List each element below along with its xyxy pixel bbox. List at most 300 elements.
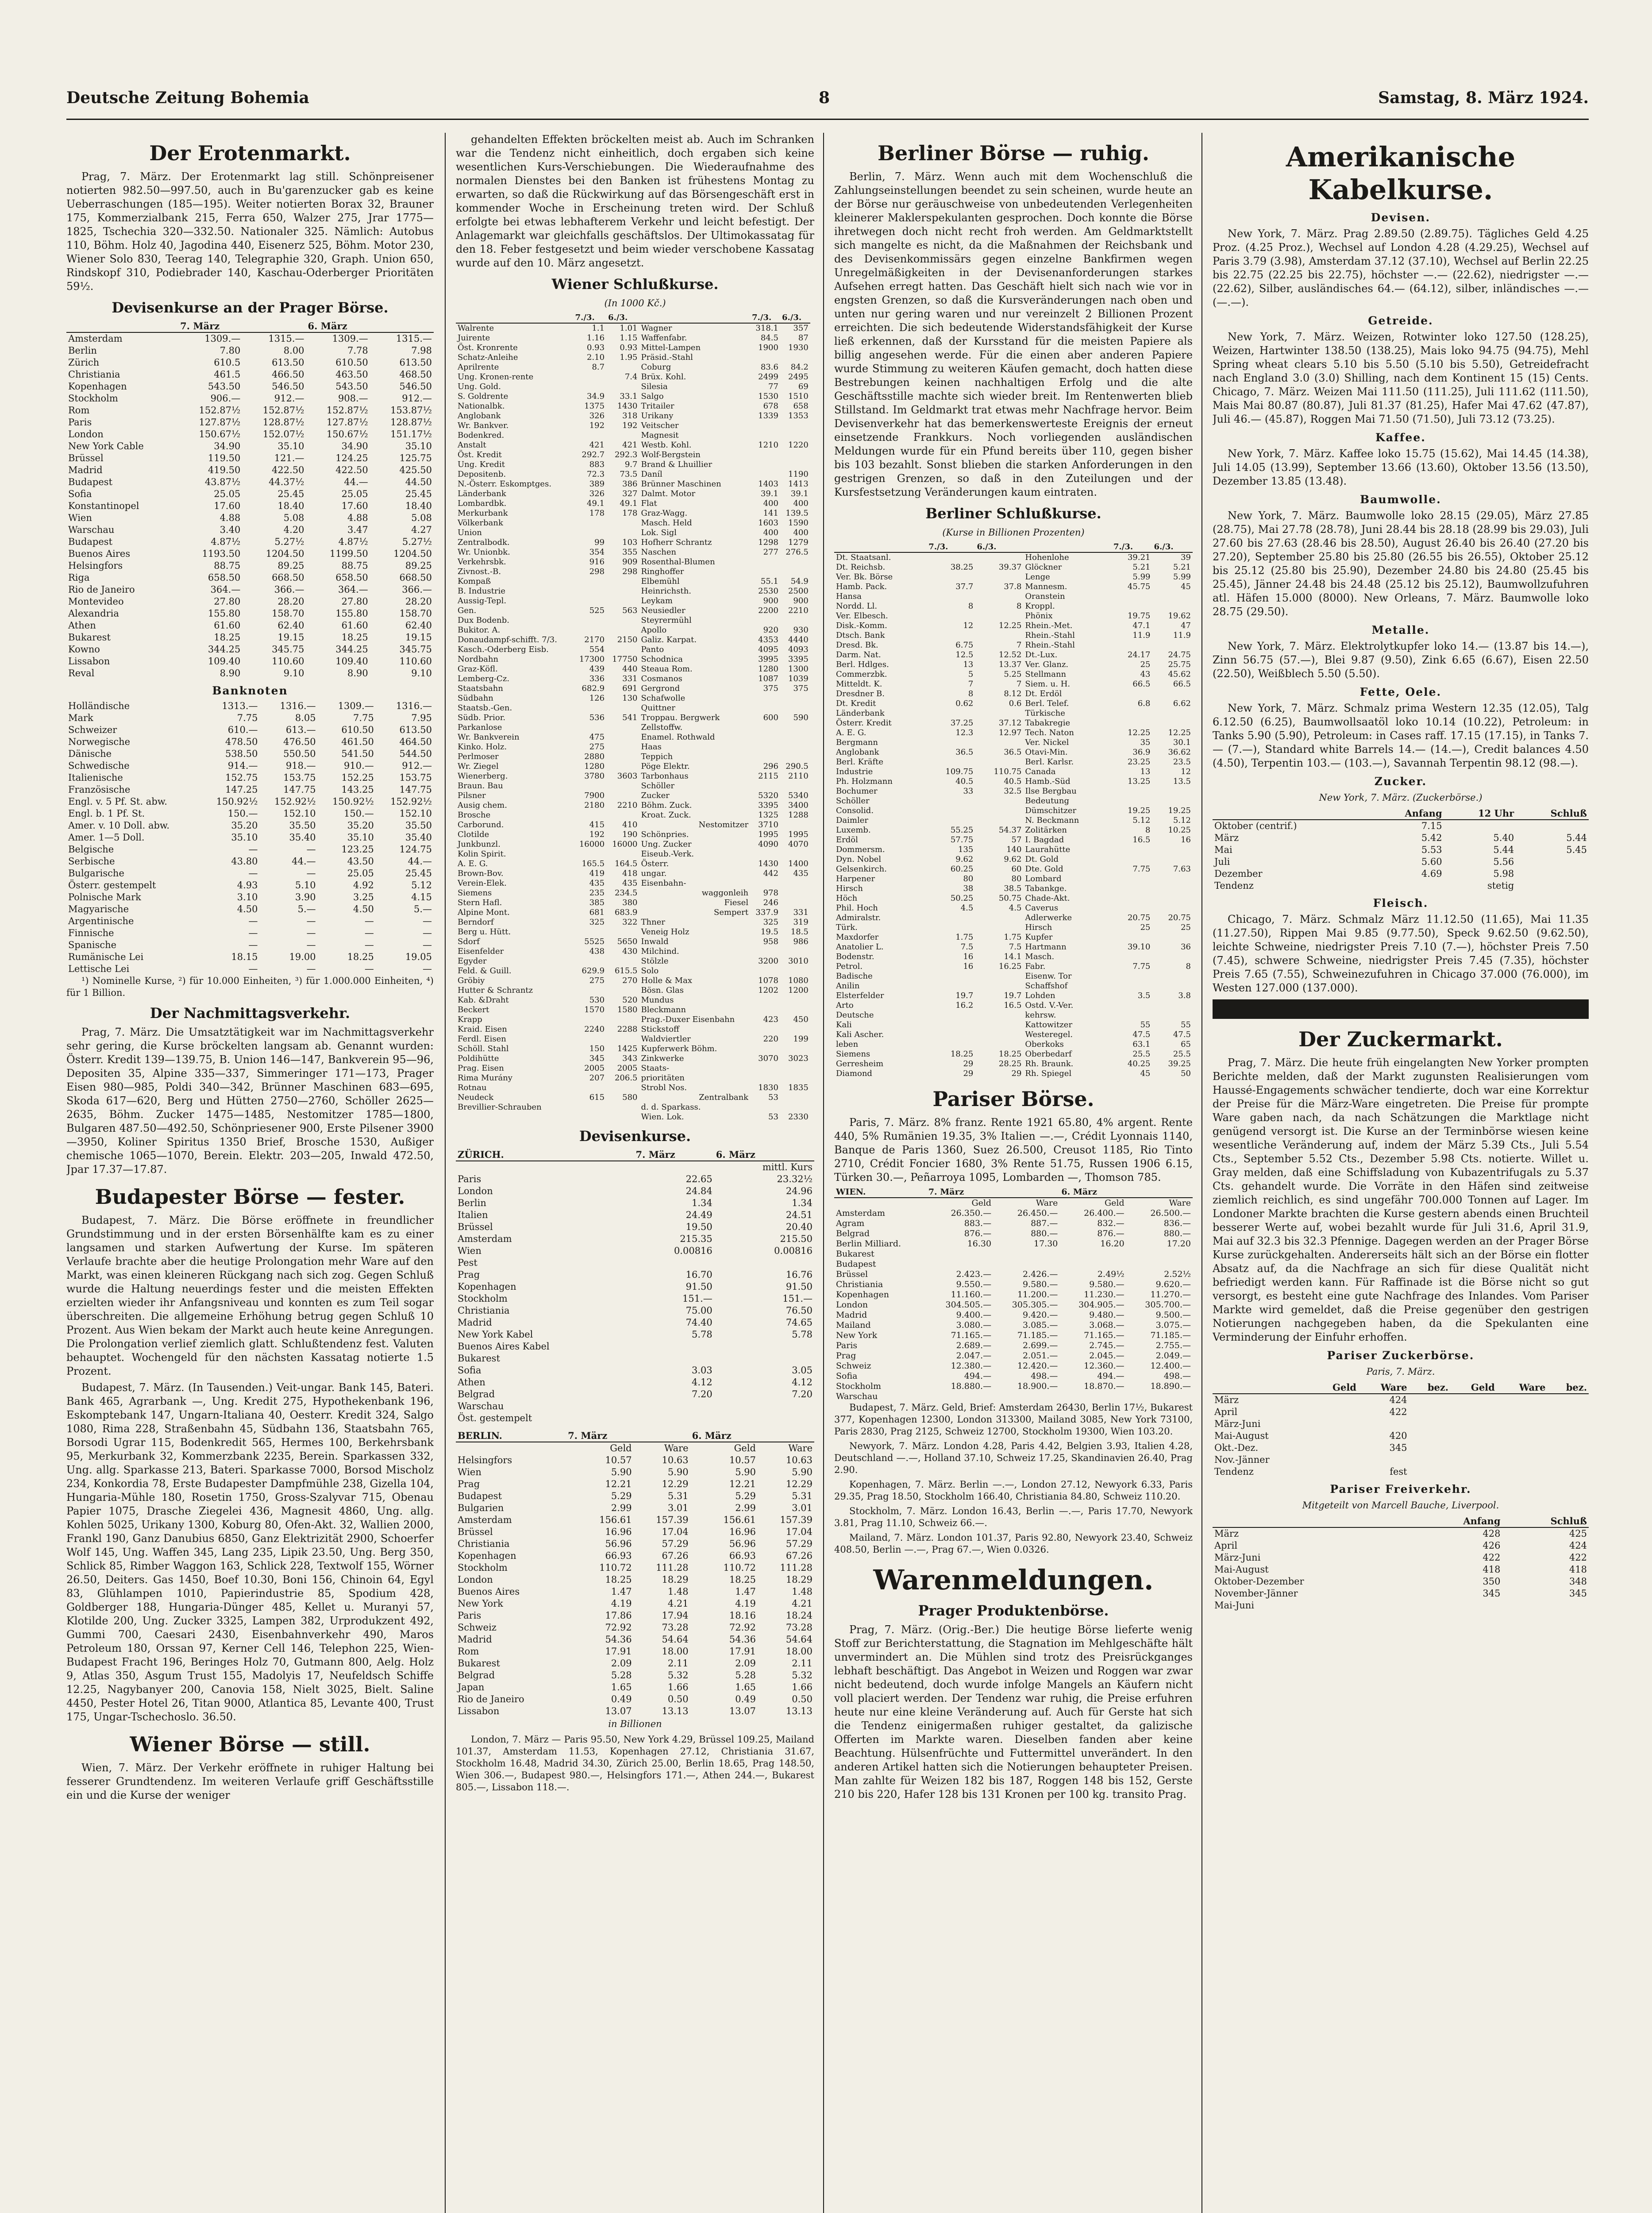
table-cell: 26.350.— <box>951 1208 992 1218</box>
table-row <box>834 1049 1193 1059</box>
table-cell: Braun. Bau <box>458 781 503 790</box>
table-cell <box>750 421 780 431</box>
table-header: WIEN. 7. März 6. März <box>834 1187 1193 1198</box>
table-row <box>456 655 814 664</box>
headline-der-zuckermarkt: Der Zuckermarkt. <box>1298 1027 1503 1051</box>
table-cell: Norwegische <box>68 736 131 747</box>
headline-zuckermarkt: Der Erotenmarkt. <box>149 141 351 165</box>
table-cell: 27.80 <box>341 596 368 607</box>
table-cell: Sofia <box>68 489 92 499</box>
table-cell: Berl. Telef. <box>1025 699 1069 708</box>
table-row <box>66 796 434 808</box>
table-row <box>834 894 1193 903</box>
table-cell <box>1112 855 1152 864</box>
table-row <box>66 500 434 512</box>
table-cell: 25.05 <box>214 489 241 499</box>
table-cell: 3200 <box>758 956 778 966</box>
table-cell: 56.96 <box>605 1538 632 1549</box>
table-cell: Paris <box>836 1341 858 1350</box>
table-cell: 3.085.— <box>1022 1320 1058 1330</box>
table-cell: Commerzbk. <box>836 670 887 679</box>
table-cell: 277 <box>763 547 778 557</box>
table-cell: 494.— <box>1097 1371 1124 1381</box>
table-cell: 7.75 <box>1132 864 1151 874</box>
table-cell: 4353 <box>758 635 778 644</box>
table-cell: 9.580.— <box>1089 1280 1124 1289</box>
table-cell: 84.5 <box>760 333 778 343</box>
table-cell: 10.57 <box>729 1455 756 1465</box>
table-cell: d. d. Sparkass. <box>641 1103 701 1112</box>
table-row <box>1213 832 1589 844</box>
table-cell: 5.25 <box>1004 670 1022 679</box>
table-cell: 580 <box>622 1093 638 1102</box>
table-cell: 345 <box>1389 1442 1407 1453</box>
table-cell: 16 <box>963 962 974 971</box>
table-cell: 13 <box>963 660 974 669</box>
table-cell: 610.— <box>227 725 258 735</box>
table-cell <box>606 518 639 528</box>
article-text: Chicago, 7. März. Schmalz März 11.12.50 (11.65), Mai 11.35 (11.27.50), Rippen Mai 9.85 (9.77.50), Speck 9.62.50 (9.62.50), leichte Schweine, niedrigster Preis 7.10 (7.—), höchster Preis 7.50 (7.45), schwere Schweine, niedrigster Preis 7.45 (7.35), höchster Preis 7.65 (7.55), Schweinezufuhren in Chicago 37.000 (76.000), im Westen 127.000 (137.000). <box>1213 913 1589 994</box>
article-text: Berlin, 7. März. Wenn auch mit dem Wochenschluß die Zahlungseinstellungen beendet zu sein scheinen, wurde heute an der Börse nur geräuschweise von unbedeutenden Verlegenheiten kleinerer Maklerspekulanten gesprochen. Doch konnte die Börse ihretwegen doch nicht recht froh werden. Am Geldmarktstellt sich mangelte es nicht, da die Maßnahmen der Reichsbank und des Devisenkommissärs gegen einzelne Bankfirmen wegen Unregelmäßigkeiten in der Devisenanforderungen starkes Aufsehen erregt hatten. Das Geschäft hielt sich nach wie vor in engsten Grenzen, so daß die Kursveränderungen nach oben und unten nur gering waren und nur vereinzelt 2 Billionen Prozent erreichten. Die sich bedeutende Widerstandsfähigkeit der Kurse ließ erkennen, daß der Kursstand für die meisten Papiere als billig angesehen werde. Für die einen aber anderen Papiere wurde Stimmung zu weiteren Käufen gemacht, doch hatten diese Bestrebungen keinen nachhaltigen Erfolg und die alte Geschäftsstille machte sich wieder breit. Im Rentenwerten blieb Stillstand. Im Geldmarkt trat etwas mehr Nachfrage hervor. Beim Devisenverkehr hat das bemerkenswerteste Ereignis der erneut einsetzende Frankkurs. Noch vorliegenden ausländischen Meldungen wurde für ein Pfund bereits über 110, gegen bisher bis 103 bezahlt. Sonst blieben die starken Anforderungen in den gestrigen Grenzen, so daß in den Zuteilungen und der Kursfestsetzung Veränderungen kaum eintraten. <box>834 170 1193 498</box>
table-cell: 276.5 <box>786 547 809 557</box>
table-cell: 910.— <box>344 760 374 771</box>
table-cell: 83.6 <box>760 362 778 372</box>
table-cell <box>1358 1454 1409 1466</box>
table-row <box>66 393 434 405</box>
table-cell: 127.87½ <box>326 417 368 428</box>
table-row <box>456 323 814 333</box>
article-text: Prag, 7. März. (Orig.-Ber.) Die heutige Börse lieferte wenig Stoff zur Berichterstattung, die Stagnation im Mehlgeschäfte hält unvermindert an. Die Mühlen sind trotz des Preisrückganges lebhaft beschäftigt. Das Angebot in Weizen und Roggen war zwar nicht bedeutend, doch wurde infolge Mangels an Käufern nicht voll placiert werden. Der Tendenz war ruhig, die Preise erfuhren heute nur eine kleine Veränderung auf. Auch für Gerste hat sich die Tendenz einigermaßen ruhiger gestaltet, da galizische Offerten im Markte waren. Dieselben fanden aber keine Beachtung. Hülsenfrüchte und Futtermittel unverändert. In den anderen Artikel hatten sich die Notierungen behaupteter Preisen. Man zahlte für Weizen 182 bis 187, Roggen 148 bis 152, Gerste 210 bis 220, Hafer 128 bis 131 Kronen per 100 kg. transito Prag. <box>834 1623 1193 1800</box>
table-cell: 1403 <box>758 479 778 489</box>
table-cell: 883 <box>589 460 605 469</box>
table-cell: Salgo <box>641 392 664 401</box>
table-row <box>456 1526 814 1538</box>
table-cell <box>1547 1442 1589 1454</box>
table-cell <box>750 1073 780 1083</box>
table-cell: Bukarest <box>68 632 111 643</box>
table-cell: 36.9 <box>1132 748 1151 757</box>
table-cell: 9.62 <box>955 855 974 864</box>
table-cell: 305.700.— <box>1145 1300 1191 1310</box>
table-cell: Ostd. V.-Ver. <box>1025 1001 1074 1010</box>
table-cell <box>750 557 780 567</box>
table-row <box>456 625 814 635</box>
table-row <box>456 1388 814 1400</box>
table-cell <box>714 1412 814 1424</box>
table-cell: 5.29 <box>735 1491 756 1501</box>
table-cell: 544.50 <box>399 748 432 759</box>
table-row <box>1213 1576 1589 1588</box>
table-cell: Polnische Mark <box>68 892 141 902</box>
table-cell: Warschau <box>68 524 115 535</box>
table-cell <box>634 1400 714 1412</box>
table-cell: Schweiz <box>458 1622 497 1633</box>
table-cell: Schwedische <box>68 760 130 771</box>
table-cell: Bukarest <box>458 1353 500 1364</box>
table-cell <box>993 1392 1059 1402</box>
table-cell <box>780 1064 810 1073</box>
table-cell: Prag.-Duxer Eisenbahn <box>641 1015 735 1024</box>
table-cell <box>975 816 1023 825</box>
table-row <box>456 372 814 382</box>
table-row <box>1213 1442 1589 1454</box>
table-cell: Kraid. Eisen <box>458 1025 507 1034</box>
table-cell: Stellmann <box>1025 670 1067 679</box>
table-cell: New York Kabel <box>458 1329 533 1340</box>
table-cell: Holländische <box>68 701 130 711</box>
table-row <box>1213 1527 1589 1540</box>
table-cell <box>1497 1406 1548 1418</box>
table-cell: 2.11 <box>667 1658 689 1669</box>
table-row <box>456 1550 814 1562</box>
table-cell: 16.30 <box>967 1239 992 1249</box>
table-cell: 150.67½ <box>199 429 241 440</box>
table-cell: 45.62 <box>1168 670 1191 679</box>
table-cell: 206.5 <box>614 1073 638 1083</box>
table-cell: 40.25 <box>1127 1059 1151 1068</box>
table-cell: 1202 <box>758 986 778 995</box>
table-cell: 461.50 <box>341 736 374 747</box>
table-cell: 11.230.— <box>1084 1290 1124 1299</box>
list-item: Kopenhagen, 7. März. Berlin —.—, London 27.12, Newyork 6.33, Paris 29.35, Prag 18.50, Stockholm 166.40, Christiania 84.80, Schweiz 110.20. <box>834 1479 1193 1502</box>
table-cell <box>606 791 639 801</box>
table-row <box>456 1693 814 1705</box>
table-row <box>1213 868 1589 880</box>
table-cell: Wien <box>458 1467 481 1477</box>
table-cell: Schatz-Anleihe <box>458 353 518 362</box>
table-cell <box>634 1257 714 1269</box>
table-cell: 7.78 <box>347 345 368 356</box>
table-cell <box>927 796 975 806</box>
table-row <box>456 966 814 976</box>
table-cell: 1430 <box>617 401 638 411</box>
table-cell: 7.75 <box>1132 962 1151 971</box>
table-cell <box>1112 640 1152 650</box>
table-cell <box>1312 1454 1358 1466</box>
table-cell: 24.84 <box>685 1186 712 1196</box>
table-cell: Berl. Kräfte <box>836 757 884 767</box>
table-cell: 12 <box>963 621 974 630</box>
table-cell: Paris <box>68 417 92 428</box>
table-cell <box>927 592 975 601</box>
table-cell: Thner <box>641 918 665 927</box>
table-cell: 1080 <box>788 976 809 985</box>
table-cell: 35.10 <box>231 832 258 843</box>
table-cell: 832.— <box>1097 1218 1124 1228</box>
table-row <box>834 621 1193 631</box>
table-cell: Rotnau <box>458 1083 487 1092</box>
table-cell <box>1516 820 1589 832</box>
table-cell: 418 <box>622 869 638 878</box>
table-row <box>456 762 814 771</box>
table-cell: 610.5 <box>214 357 241 368</box>
table-cell: 43.50 <box>347 856 374 867</box>
table-cell: 16.76 <box>786 1269 813 1280</box>
article-text: Prag, 7. März. Die Umsatztätigkeit war im Nachmittagsverkehr sehr gering, die Kurse bröckelten langsam ab. Genannt wurden: Österr. Kredit 139—139.75, B. Union 146—147, Bankverein 95—96, Depositen 35, Alpine 335—337, Simmeringer 171—173, Prager Eisen 980—985, Poldi 340—342, Brünner Maschinen 683—695, Skoda 617—620, Berg und Hütten 2750—2760, Schöller 2625—2635, Böhm. Zucker 1475—1485, Nestomitzer 1785—1800, Bulgaren 487.50—492.50, Schönpriesener 900, Erste Pilsener 3900—3950, Koliner Spiritus 1350 Brief, Brosche 1530, Außiger chemische 1065—1070, Berein. Elektr. 203—205, Inwald 472.50, Jpar 17.37—17.87. <box>66 1026 434 1176</box>
table-row <box>456 431 814 440</box>
table-cell: 1.48 <box>667 1586 689 1597</box>
table-cell: 419.50 <box>208 465 241 475</box>
table-row <box>456 664 814 674</box>
table-cell: 124.25 <box>335 453 368 463</box>
table-cell: Glöckner <box>1025 563 1062 572</box>
table-cell: 916 <box>589 557 605 567</box>
table-cell: 3.080.— <box>956 1320 992 1330</box>
table-row <box>456 518 814 528</box>
table-cell: 1300 <box>788 664 809 674</box>
table-row <box>66 536 434 548</box>
table-cell: Aprilrente <box>458 362 499 372</box>
table-cell: 2110 <box>788 771 809 781</box>
table-cell: 157.39 <box>656 1515 689 1525</box>
table-cell: 331 <box>622 674 638 683</box>
table-row <box>66 644 434 655</box>
table-cell: Panto <box>641 645 664 654</box>
table-cell: 88.75 <box>214 560 241 571</box>
table-cell: April <box>1214 1540 1238 1551</box>
table-cell: 5.56 <box>1493 856 1514 867</box>
table-cell: 39.10 <box>1127 942 1151 952</box>
table-cell: 4070 <box>788 840 809 849</box>
article-text: New York, 7. März. Baumwolle loko 28.15 (29.05), März 27.85 (28.75), Mai 27.78 (28.78), Juni 28.44 bis 28.18 (28.99 bis 29.03), Juli 27.60 bis 27.63 (28.46 bis 28.50), August 26.40 bis 26.40 (27.20 bis 27.20), September 25.80 bis 25.80 (26.55 bis 26.55), Oktober 25.12 bis 25.12 (25.80 bis 25.90), Dezember 24.80 bis 24.80 (25.45 bis 25.45), Jänner 24.48 bis 24.48 (25.12 bis 25.12), Baumwollzufuhren atl. Häfen 15.000 (8000). New Orleans, 7. März. Baumwolle loko 28.75 (29.50). <box>1213 509 1589 618</box>
table-cell: Ung. Gold. <box>458 382 501 391</box>
table-cell: 17750 <box>612 655 638 664</box>
article-text: New York, 7. März. Elektrolytkupfer loko 14.— (13.87 bis 14.—), Zinn 56.75 (57.—), Blei 9.87 (9.50), Zink 6.65 (6.67), Eisen 22.50 (22.50), Weißblech 5.50 (5.50). <box>1213 640 1589 680</box>
table-row <box>456 616 814 625</box>
table-row <box>66 712 434 724</box>
table-row <box>834 1381 1193 1392</box>
table-cell: 1.75 <box>1004 933 1022 942</box>
table-cell <box>606 577 639 586</box>
table-cell: Cosmanos <box>641 674 682 683</box>
table-cell <box>714 1341 814 1353</box>
table-cell: 5.60 <box>1421 856 1442 867</box>
table-cell: 19.50 <box>685 1222 712 1232</box>
table-row <box>456 392 814 401</box>
table-cell: 438 <box>589 947 605 956</box>
table-cell: 2500 <box>788 586 809 596</box>
table-cell: 1210 <box>758 440 778 450</box>
table-cell: Hofherr Schrantz <box>641 538 712 547</box>
table-cell: 19.25 <box>1127 806 1151 815</box>
table-cell: 5.98 <box>1493 868 1514 879</box>
table-cell: Bodenkred. <box>458 431 504 440</box>
table-cell <box>574 1083 606 1093</box>
table-cell: Kupfer <box>1025 933 1053 942</box>
table-cell: 422.50 <box>335 465 368 475</box>
table-row <box>66 700 434 712</box>
column-rule <box>1201 133 1202 2213</box>
table-cell: 5.27½ <box>274 536 304 547</box>
table-cell: 17.30 <box>1033 1239 1058 1249</box>
table-cell: Buenos Aires <box>68 548 131 559</box>
table-cell <box>975 913 1023 923</box>
table-cell: 1.95 <box>620 353 638 362</box>
table-cell: 55 <box>1140 1020 1151 1029</box>
table-cell: 16000 <box>579 840 605 849</box>
table-cell: 38.25 <box>950 563 974 572</box>
table-cell: 155.80 <box>335 608 368 619</box>
table-cell: Brosche <box>458 810 491 820</box>
table-cell: 39.25 <box>1168 1059 1191 1068</box>
table-row <box>66 879 434 891</box>
table-cell: Öst. Kredit <box>458 450 502 459</box>
table-cell: 152.75 <box>225 772 258 783</box>
table-cell: 7 <box>968 679 974 689</box>
table-cell: 2495 <box>788 372 809 382</box>
table-row <box>66 476 434 488</box>
table-cell: März <box>1214 1528 1239 1539</box>
article-text: New York, 7. März. Kaffee loko 15.75 (15.62), Mai 14.45 (14.38), Juli 14.05 (13.99), September 13.66 (13.60), Oktober 13.56 (13.50), Dezember 13.85 (13.48). <box>1213 447 1589 487</box>
table-cell: 5.78 <box>792 1329 813 1340</box>
table-cell: 610.50 <box>335 357 368 368</box>
table-cell: 35.10 <box>405 441 432 451</box>
article-text: New York, 7. März. Weizen, Rotwinter loko 127.50 (128.25), Weizen, Hartwinter 138.50 (138.25), Mais loko 94.75 (94.75), Mehl Spring wheat clears 5.10 bis 5.50 (5.10 bis 5.50), Getreidefracht nach England 3.0 (3.0) Shilling, nach dem Kontinent 15 (15) Cents. Chicago, 7. März. Weizen Mai 111.50 (111.25), Juli 111.62 (111.50), Mais Mai 80.87 (80.87), Juli 81.37 (81.25), Hafer Mai 47.62 (47.87), Juli 46.— (45.87), Roggen Mai 71.50 (71.50), Juli 73.12 (73.25). <box>1213 331 1589 425</box>
table-cell <box>975 806 1023 816</box>
table-cell <box>606 733 639 742</box>
table-cell: 38 <box>963 884 974 893</box>
table-cell: 461.5 <box>214 369 241 380</box>
table-cell: Stickstoff <box>641 1025 679 1034</box>
table-row <box>834 1361 1193 1371</box>
table-cell: 4.88 <box>219 513 241 523</box>
table-cell <box>810 820 814 830</box>
table-cell: 1413 <box>788 479 809 489</box>
table-row <box>456 1658 814 1669</box>
table-cell <box>1497 1466 1548 1478</box>
table-cell: 5.32 <box>667 1670 689 1681</box>
table-cell: Strobl Nos. <box>641 1083 687 1092</box>
table-cell <box>750 752 780 762</box>
table-cell: 150.92½ <box>332 796 374 807</box>
table-cell: 158.70 <box>399 608 432 619</box>
table-cell <box>1126 1249 1193 1259</box>
table-row <box>456 1329 814 1341</box>
table-cell: 29 <box>1011 1069 1022 1078</box>
table-cell: 1580 <box>617 1005 638 1014</box>
table-cell <box>750 781 780 791</box>
table-cell: Stockholm <box>68 393 118 404</box>
table-cell <box>975 1010 1023 1020</box>
table-cell: 12.360.— <box>1084 1361 1124 1371</box>
table-cell <box>927 757 975 767</box>
table-row <box>456 596 814 606</box>
table-cell: Eisenbahn- <box>641 879 686 888</box>
table-cell: 3780 <box>584 771 605 781</box>
table-cell: Fabr. <box>1025 962 1046 971</box>
table-cell: Rosenthal-Blumen <box>641 557 715 567</box>
table-cell: 1078 <box>758 976 778 985</box>
table-cell: 5 <box>968 670 974 679</box>
table-cell: Stockholm <box>458 1562 508 1573</box>
table-row <box>456 538 814 547</box>
table-cell: 53 <box>768 1093 778 1102</box>
table-cell: 71.185.— <box>1017 1330 1058 1340</box>
table-cell: 8.90 <box>219 668 241 679</box>
article-text: Paris, 7. März. 8% franz. Rente 1921 65.80, 4% argent. Rente 440, 5% Rumänien 19.35, 3% Italien —.—, Crédit Lyonnais 1140, Banque de Paris 1360, Suez 26.500, Creusot 1185, Rio Tinto 2710, Crédit Foncier 1680, 3% Rente 51.75, Russen 1906 6.15, Türken 30.—, Peñarroya 1095, Lombarden —, Thomson 785. <box>834 1116 1193 1184</box>
table-row <box>456 1083 814 1093</box>
table-cell: Milchind. <box>641 947 679 956</box>
table-row <box>66 428 434 440</box>
table-cell: 4.87½ <box>338 536 368 547</box>
zucker-table <box>1213 807 1589 892</box>
table-cell: 246 <box>763 898 778 907</box>
table-cell <box>1450 1430 1497 1442</box>
table-cell <box>1152 592 1193 601</box>
table-cell <box>750 995 780 1005</box>
table-cell: Mundus <box>641 995 674 1005</box>
table-header: Geld Ware bez. Geld Ware bez. <box>1213 1381 1589 1394</box>
table-row <box>834 1392 1193 1402</box>
table-cell: 19.7 <box>1004 991 1022 1000</box>
table-cell: 18.25 <box>998 1049 1022 1059</box>
table-cell: 1309.— <box>338 701 374 711</box>
table-cell: Dtsch. Bank <box>836 631 885 640</box>
table-cell <box>1152 709 1193 718</box>
table-cell: 900 <box>763 596 778 605</box>
table-cell: 18.25 <box>214 632 241 643</box>
table-cell: leben <box>836 1040 859 1049</box>
table-cell: Canada <box>1025 767 1056 776</box>
table-cell: 7.5 <box>1009 942 1022 952</box>
table-cell: 9.550.— <box>956 1280 992 1289</box>
table-cell: Depositenb. <box>458 470 506 479</box>
table-cell: 420 <box>1389 1430 1407 1441</box>
table-cell <box>750 966 780 976</box>
table-cell: Haas <box>641 742 662 752</box>
table-cell: 8.90 <box>347 668 368 679</box>
table-cell: 109.40 <box>335 656 368 667</box>
table-cell: 1430 <box>758 859 778 868</box>
table-cell: Südb. Prior. <box>458 713 506 722</box>
table-cell: 304.505.— <box>945 1300 992 1310</box>
table-cell <box>780 421 810 431</box>
table-cell: Kowno <box>68 644 100 655</box>
table-cell: Rom <box>458 1646 479 1657</box>
table-cell: Beckert <box>458 1005 489 1014</box>
table-cell: 66.93 <box>729 1550 756 1561</box>
table-cell <box>634 1341 714 1353</box>
headline-devisenkurse: Devisenkurse an der Prager Börse. <box>112 299 389 316</box>
table-cell: 17.91 <box>605 1646 632 1657</box>
table-cell: 1530 <box>758 392 778 401</box>
table-cell: 34.9 <box>587 392 605 401</box>
table-cell: 7.63 <box>1173 864 1191 874</box>
table-cell: 422 <box>1483 1552 1501 1563</box>
table-row <box>1213 1418 1589 1430</box>
table-cell <box>927 631 975 640</box>
table-cell: 43 <box>1140 670 1151 679</box>
table-row <box>456 1185 814 1197</box>
table-cell: Bleckmann <box>641 1005 686 1014</box>
table-cell: 681 <box>589 908 605 917</box>
table-cell: 0.50 <box>792 1694 813 1704</box>
table-row <box>834 787 1193 796</box>
table-cell: 344.25 <box>208 644 241 655</box>
table-cell: Leykam <box>641 596 673 605</box>
table-cell: Harpener <box>836 874 875 883</box>
table-cell: Mai <box>1214 844 1232 855</box>
table-cell: 900 <box>793 596 809 605</box>
table-cell <box>574 1103 606 1112</box>
table-row <box>834 874 1193 884</box>
table-row <box>456 1622 814 1634</box>
table-cell: 538.50 <box>225 748 258 759</box>
table-cell: 419 <box>589 869 605 878</box>
table-cell: 39 <box>1181 553 1191 562</box>
table-cell: Nordbahn <box>458 655 499 664</box>
table-cell: Anatolier L. <box>836 942 884 952</box>
